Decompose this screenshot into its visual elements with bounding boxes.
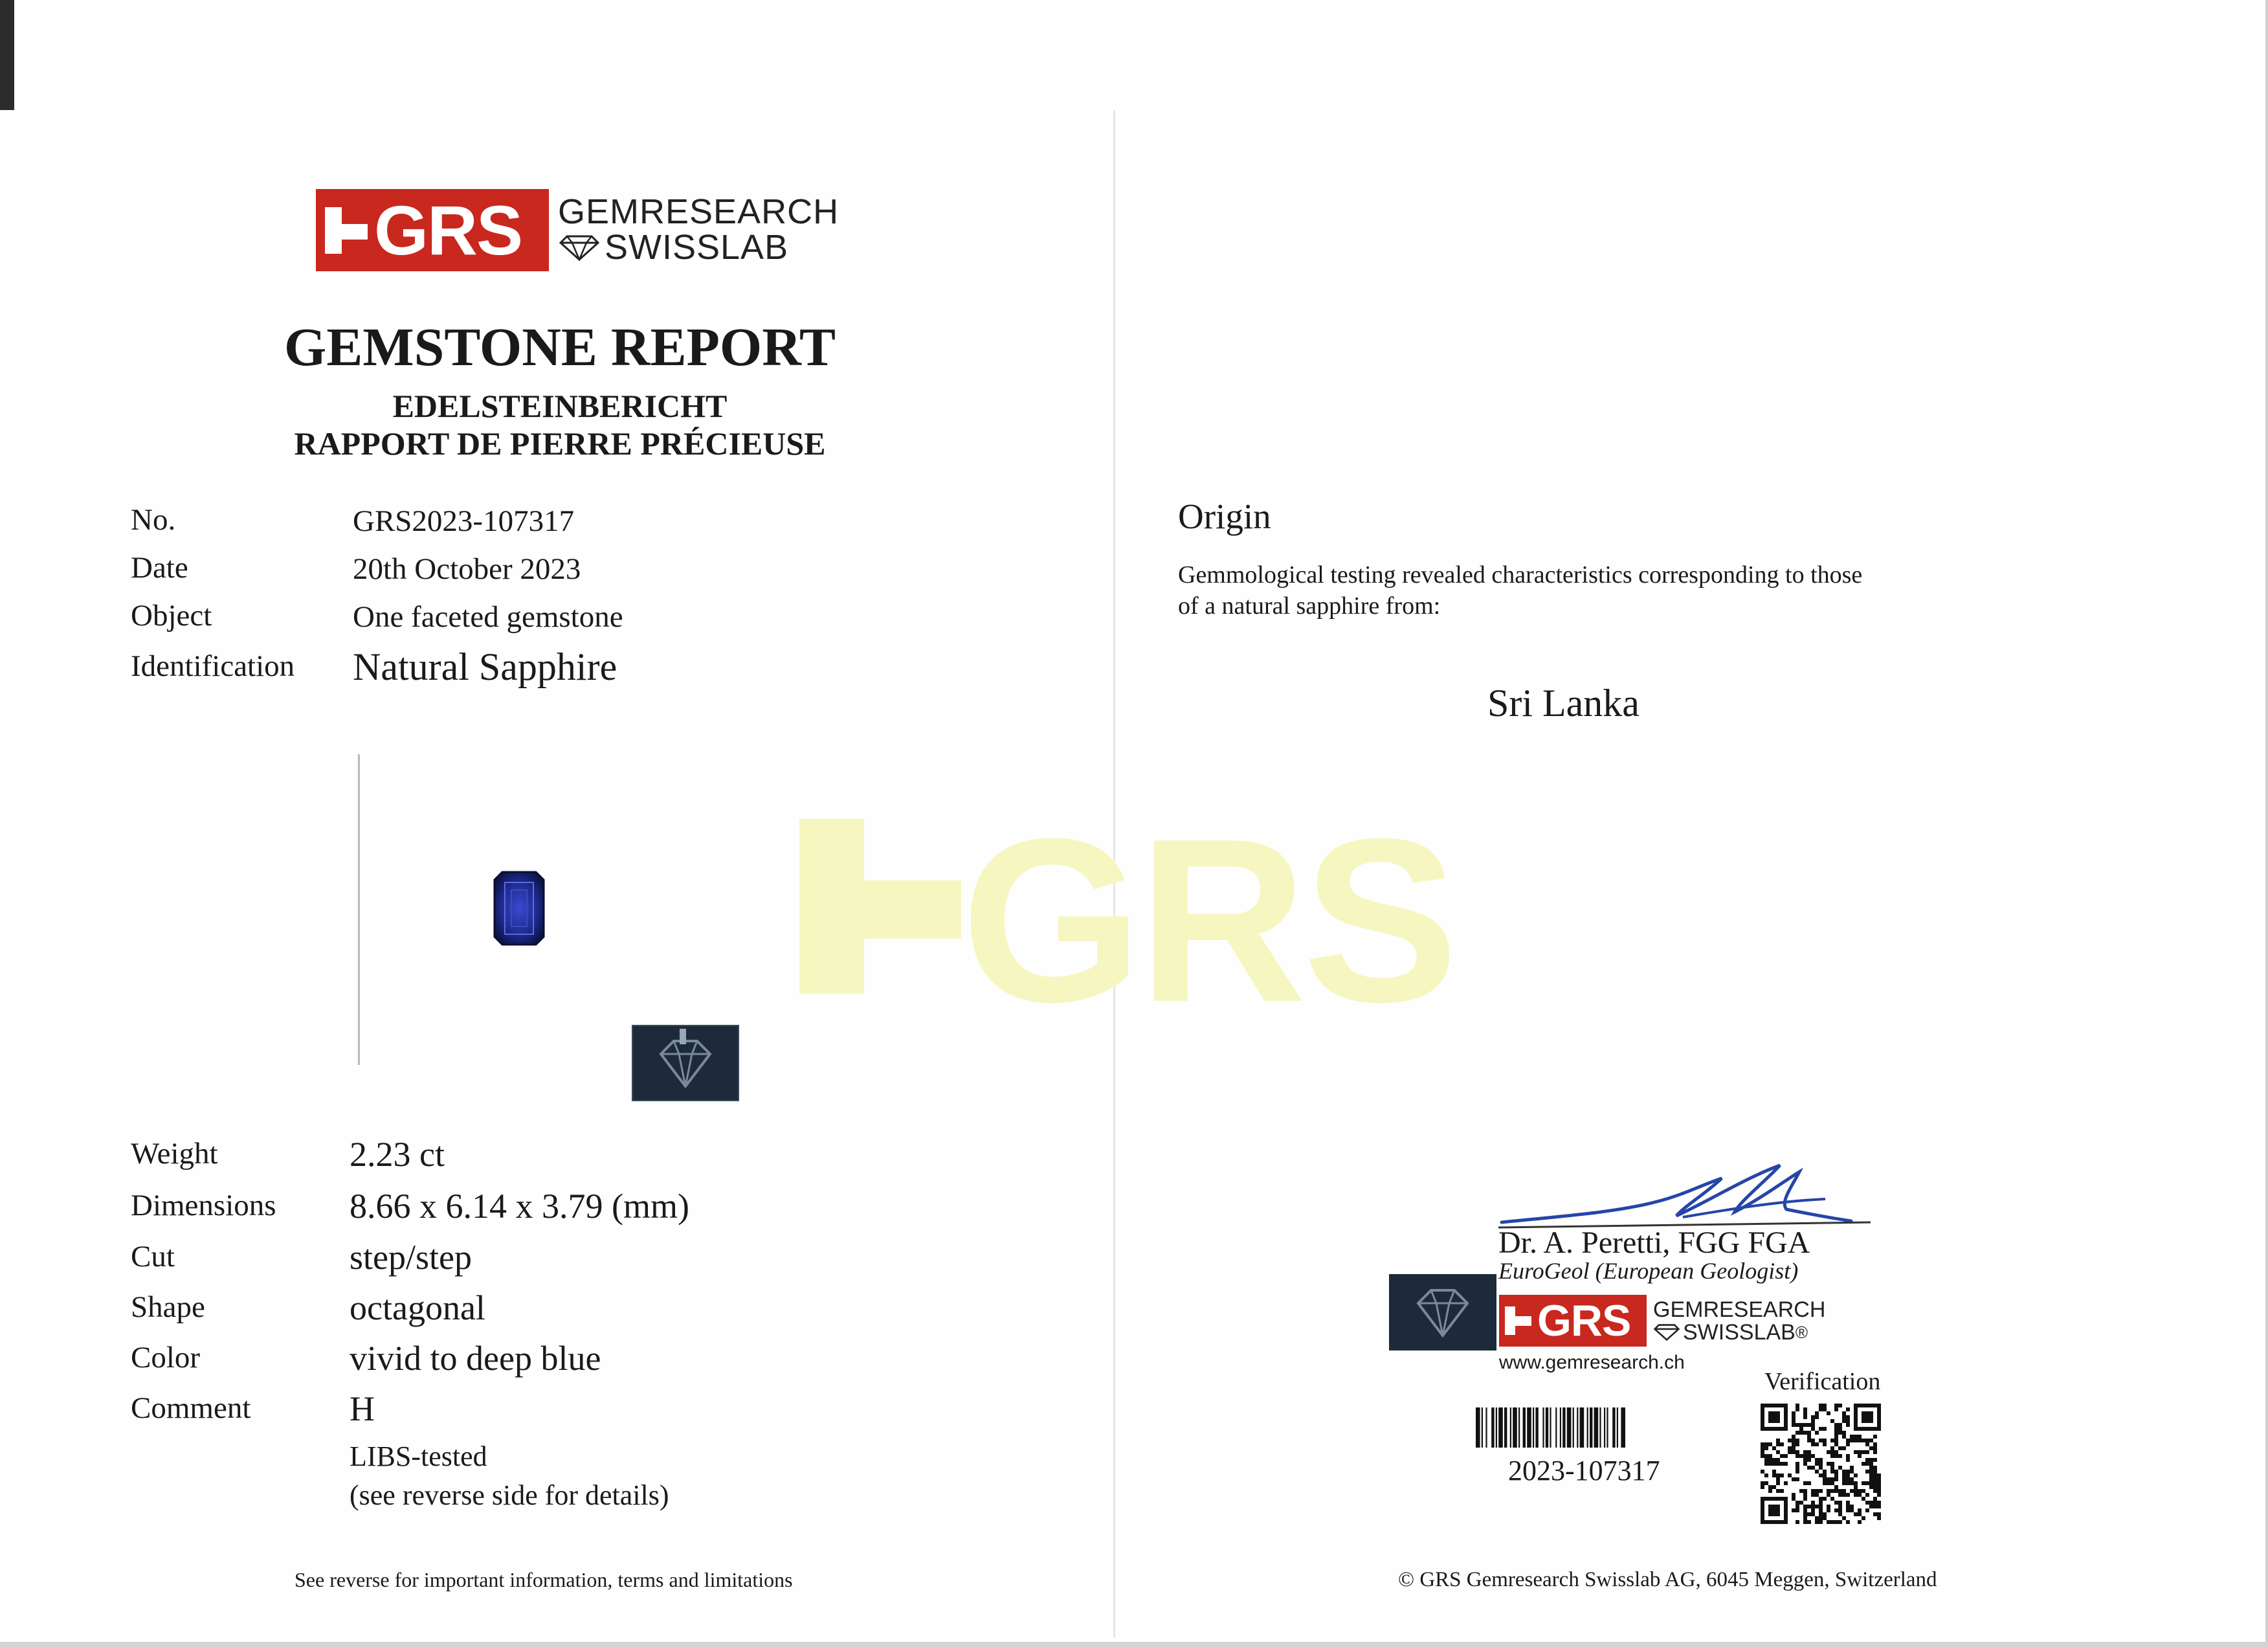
logo-subtitle-small: [1653, 1299, 1825, 1343]
label-weight: Weight: [131, 1137, 218, 1171]
registered-mark: ®: [1795, 1322, 1808, 1342]
label-identification: Identification: [131, 649, 295, 683]
label-number: No.: [131, 503, 176, 537]
label-object: Object: [131, 599, 212, 633]
label-comment: Comment: [131, 1391, 251, 1425]
logo-text: GRS: [374, 191, 522, 269]
label-cut: Cut: [131, 1240, 175, 1273]
value-dimensions: 8.66 x 6.14 x 3.79 (mm): [350, 1187, 689, 1226]
footer-logo: [1499, 1295, 1836, 1347]
logo-small-line-1: GEMRESEARCH: [1653, 1297, 1826, 1322]
label-color: Color: [131, 1341, 201, 1374]
comment-libs: LIBS-tested: [350, 1440, 487, 1472]
origin-country: Sri Lanka: [1487, 682, 1640, 724]
signatory-name: Dr. A. Peretti, FGG FGA: [1498, 1226, 1810, 1260]
verification-label: Verification: [1764, 1368, 1881, 1395]
swiss-cross-icon: [325, 189, 377, 271]
scan-edge-shadow: [0, 0, 14, 110]
diamond-icon: [558, 235, 601, 261]
label-date: Date: [131, 551, 188, 585]
grs-logo-box: [316, 189, 549, 271]
signatory-title: EuroGeol (European Geologist): [1498, 1258, 1799, 1284]
origin-text-line-2: of a natural sapphire from:: [1178, 592, 1441, 620]
origin-heading: Origin: [1178, 497, 1271, 536]
verification-qr-code[interactable]: [1761, 1404, 1881, 1524]
value-date: 20th October 2023: [353, 552, 581, 586]
report-subtitle-de: EDELSTEINBERICHT: [392, 388, 728, 424]
value-color: vivid to deep blue: [350, 1339, 601, 1378]
swiss-cross-small-icon: [1505, 1295, 1537, 1347]
sapphire-photo: [493, 871, 545, 946]
value-object: One faceted gemstone: [353, 600, 623, 634]
logo-small-line-2: SWISSLAB: [1683, 1319, 1796, 1345]
value-comment: H: [350, 1389, 375, 1428]
grs-logo-box-small: [1499, 1295, 1647, 1347]
watermark-text: GRS: [961, 790, 1455, 1051]
scan-right-edge: [2265, 0, 2268, 1647]
comment-see-reverse: (see reverse side for details): [350, 1479, 669, 1511]
value-identification: Natural Sapphire: [353, 645, 617, 688]
value-cut: step/step: [350, 1238, 472, 1277]
header-logo: [316, 189, 839, 271]
barcode: [1476, 1407, 1715, 1448]
grs-watermark: [799, 790, 1455, 1051]
photo-divider-line: [358, 754, 360, 1065]
logo-line-1: GEMRESEARCH: [558, 192, 839, 231]
scan-bottom-edge: [0, 1642, 2268, 1647]
label-shape: Shape: [131, 1290, 205, 1324]
value-shape: octagonal: [350, 1288, 485, 1327]
diamond-small-icon: [1653, 1324, 1680, 1341]
logo-text-small: GRS: [1537, 1296, 1631, 1345]
report-title: GEMSTONE REPORT: [284, 317, 836, 377]
website-link[interactable]: www.gemresearch.ch: [1499, 1352, 1685, 1373]
report-subtitle-fr: RAPPORT DE PIERRE PRÉCIEUSE: [294, 425, 826, 462]
footer-right-copyright: © GRS Gemresearch Swisslab AG, 6045 Meggen, Switzerland: [1398, 1568, 1937, 1591]
hologram-seal-icon: [632, 1025, 739, 1101]
logo-line-2: SWISSLAB: [605, 228, 789, 267]
value-weight: 2.23 ct: [350, 1135, 445, 1174]
barcode-number: 2023-107317: [1508, 1455, 1660, 1486]
origin-text-line-1: Gemmological testing revealed characteristics corresponding to those: [1178, 561, 1863, 588]
footer-left-note: See reverse for important information, terms and limitations: [295, 1568, 793, 1591]
logo-subtitle: [558, 194, 839, 265]
label-dimensions: Dimensions: [131, 1189, 276, 1222]
value-number: GRS2023-107317: [353, 504, 575, 538]
hologram-seal-small-icon: [1389, 1274, 1496, 1350]
watermark-cross-icon: [799, 819, 968, 994]
